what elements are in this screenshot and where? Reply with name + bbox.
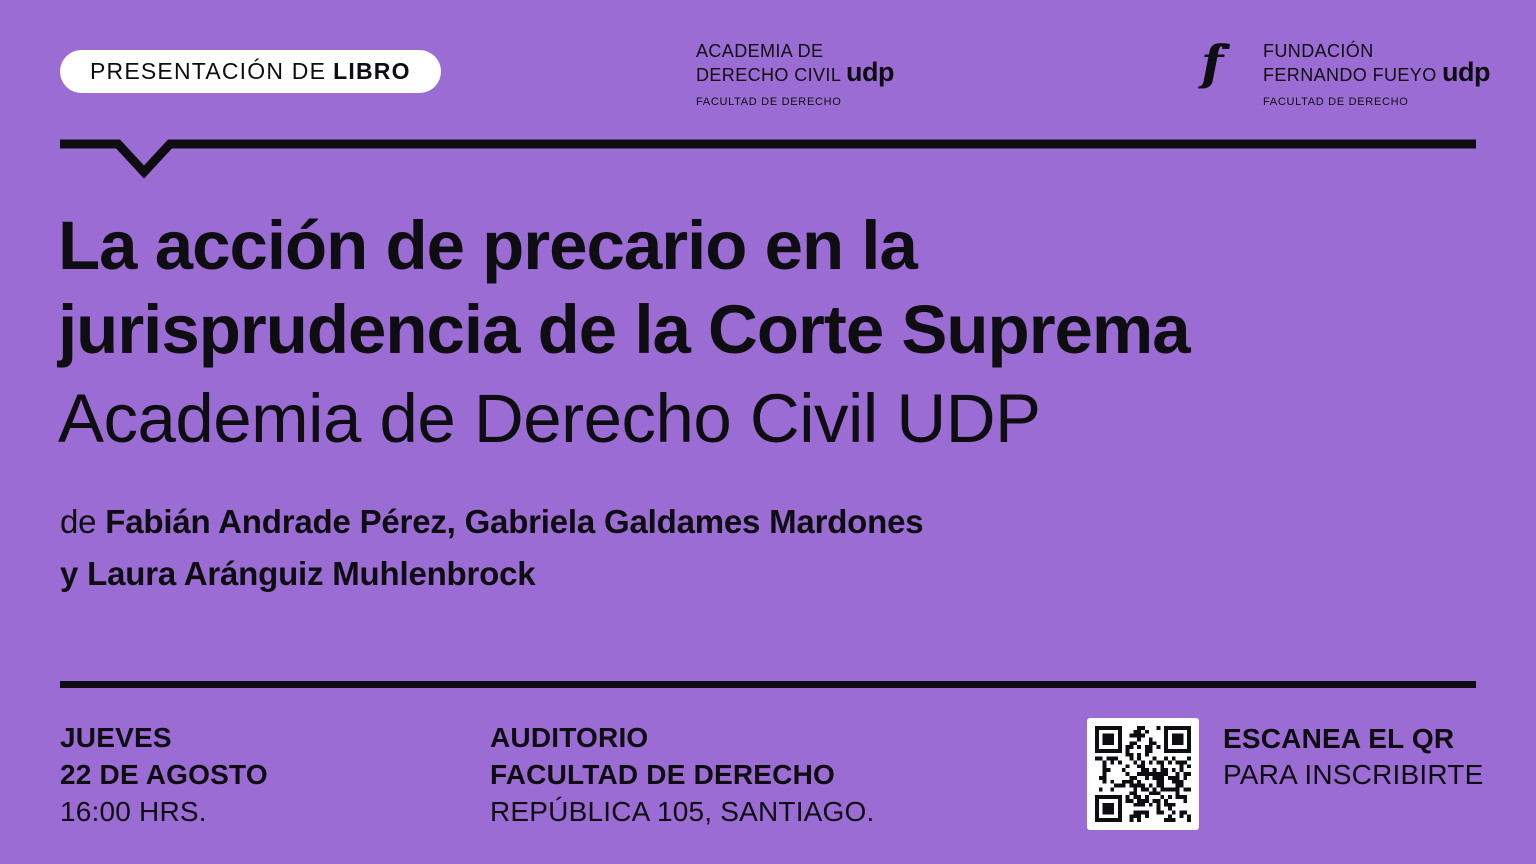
date-full: 22 DE AGOSTO (60, 759, 268, 790)
event-date (60, 719, 268, 830)
bottom-divider (60, 681, 1476, 688)
qr-code-pattern (1095, 726, 1191, 822)
fundacion-logo-line1: FUNDACIÓN (1263, 41, 1374, 61)
authors-line1 (60, 496, 923, 548)
academia-logo-line2: DERECHO CIVIL udp (696, 57, 894, 87)
fundacion-logo-line3: FACULTAD DE DERECHO (1263, 96, 1409, 108)
authors-names-1: Fabián Andrade Pérez, Gabriela Galdames Mardones (105, 503, 924, 540)
event-venue (490, 719, 875, 830)
qr-instruction (1223, 721, 1483, 793)
title-line2: jurisprudencia de la Corte Suprema (58, 291, 1190, 368)
fundacion-fernando-fueyo-logo (1263, 41, 1490, 113)
academia-logo-line3: FACULTAD DE DERECHO (696, 96, 842, 108)
qr-instruction-line2: PARA INSCRIBIRTE (1223, 759, 1484, 790)
venue-room: AUDITORIO (490, 722, 649, 753)
academia-logo-line1: ACADEMIA DE (696, 41, 824, 61)
badge-text-bold: LIBRO (333, 58, 411, 84)
fundacion-logo-line2: FERNANDO FUEYO udp (1263, 57, 1491, 87)
authors-names-2: y Laura Aránguiz Muhlenbrock (60, 555, 536, 592)
authors (60, 496, 923, 600)
authors-line2 (60, 548, 923, 600)
date-day: JUEVES (60, 722, 172, 753)
title-line1: La acción de precario en la (58, 207, 917, 284)
badge-text: PRESENTACIÓN DE (90, 58, 327, 84)
presentation-badge (60, 50, 441, 93)
fundacion-fueyo-logo-icon: fff (1201, 36, 1209, 91)
title-subtitle: Academia de Derecho Civil UDP (58, 380, 1041, 457)
event-title (58, 204, 1190, 461)
academia-derecho-civil-logo (696, 41, 894, 113)
qr-instruction-line1: ESCANEA EL QR (1223, 723, 1455, 754)
venue-building: FACULTAD DE DERECHO (490, 759, 835, 790)
venue-address: REPÚBLICA 105, SANTIAGO. (490, 796, 875, 827)
udp-wordmark: udp (845, 57, 894, 87)
top-divider-notch (60, 139, 1476, 183)
qr-code (1087, 718, 1199, 830)
udp-wordmark: udp (1442, 57, 1491, 87)
date-time: 16:00 HRS. (60, 796, 207, 827)
authors-prefix: de (60, 503, 106, 540)
